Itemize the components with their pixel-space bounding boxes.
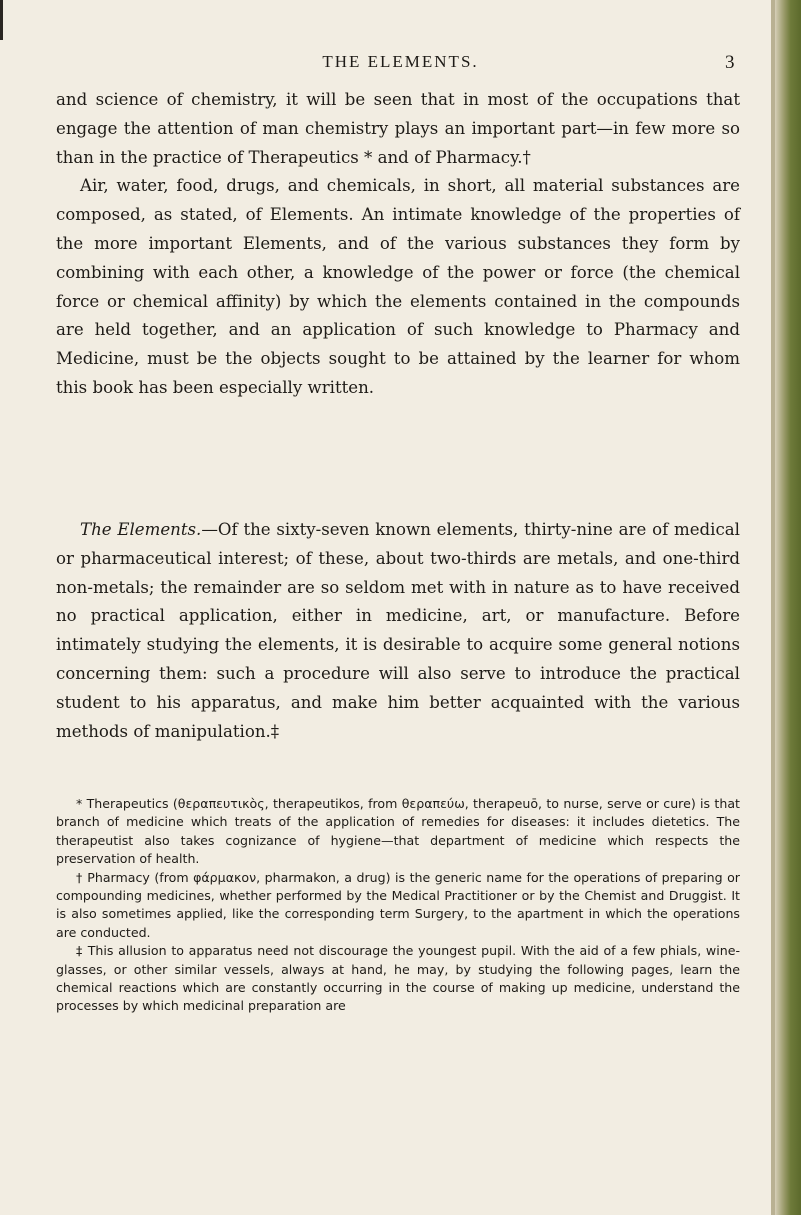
page-edge-mark <box>0 0 3 40</box>
page-header <box>0 52 801 82</box>
paragraph-continuation: and science of chemistry, it will be seen that in most of the occupations that engage the attention of man chemistry plays an important part—in few more so than in the practice of Therapeutics * and of Pharmacy.† <box>56 90 740 167</box>
footnote-pharmacy: † Pharmacy (from φάρμακον, pharmakon, a drug) is the generic name for the operations of preparing or compounding medicines, whether performed by the Medical Practitioner or by the Chemist and Druggist. It is also sometimes applied, like the corresponding term Surgery, to the apartment in which the operations are conducted. <box>56 869 740 940</box>
text-block-elements <box>56 516 740 746</box>
footnote-apparatus: ‡ This allusion to apparatus need not discourage the youngest pupil. With the aid of a few phials, wine-glasses, or other similar vessels, always at hand, he may, by studying the following pages, learn the chemical reactions which are constantly occurring in the course of making up medicine, understand the processes by which medicinal preparation are <box>56 943 740 1014</box>
running-head: THE ELEMENTS. <box>322 52 479 71</box>
book-spine <box>775 0 801 1215</box>
text-block-intro <box>56 86 740 403</box>
section-heading: The Elements. <box>80 520 202 539</box>
paragraph-elements-knowledge: Air, water, food, drugs, and chemicals, in short, all material substances are composed, as stated, of Elements. An intimate knowledge of the properties of the more important Elements, and of the various substances they form by combining with each other, a knowledge of the power or force (the chemical force or chemical affinity) by which the elements contained in the compounds are held together, and an application of such knowledge to Pharmacy and Medicine, must be the objects sought to be attained by the learner for whom this book has been especially written. <box>56 176 740 397</box>
paragraph-body: —Of the sixty-seven known elements, thirty-nine are of medical or pharmaceutical interest; of these, about two-thirds are metals, and one-third non-metals; the remainder are so seldom met with in nature as to have received no practical application, either in medicine, art, or manufacture. Before intimately studying the elements, it is desirable to acquire some general notions concerning them: such a procedure will also serve to introduce the practical student to his apparatus, and make him better acquainted with the various methods of manipulation.‡ <box>56 520 740 741</box>
footnote-therapeutics: * Therapeutics (θεραπευτικὸς, therapeutikos, from θεραπεύω, therapeuō, to nurse, serve or cure) is that branch of medicine which treats of the application of remedies for diseases: it includes dietetics. The therapeutist also takes cognizance of hygiene—that department of medicine which respects the preservation of health. <box>56 796 740 867</box>
paragraph-the-elements <box>56 516 740 746</box>
page-number: 3 <box>725 52 735 73</box>
footnotes <box>56 795 740 1016</box>
